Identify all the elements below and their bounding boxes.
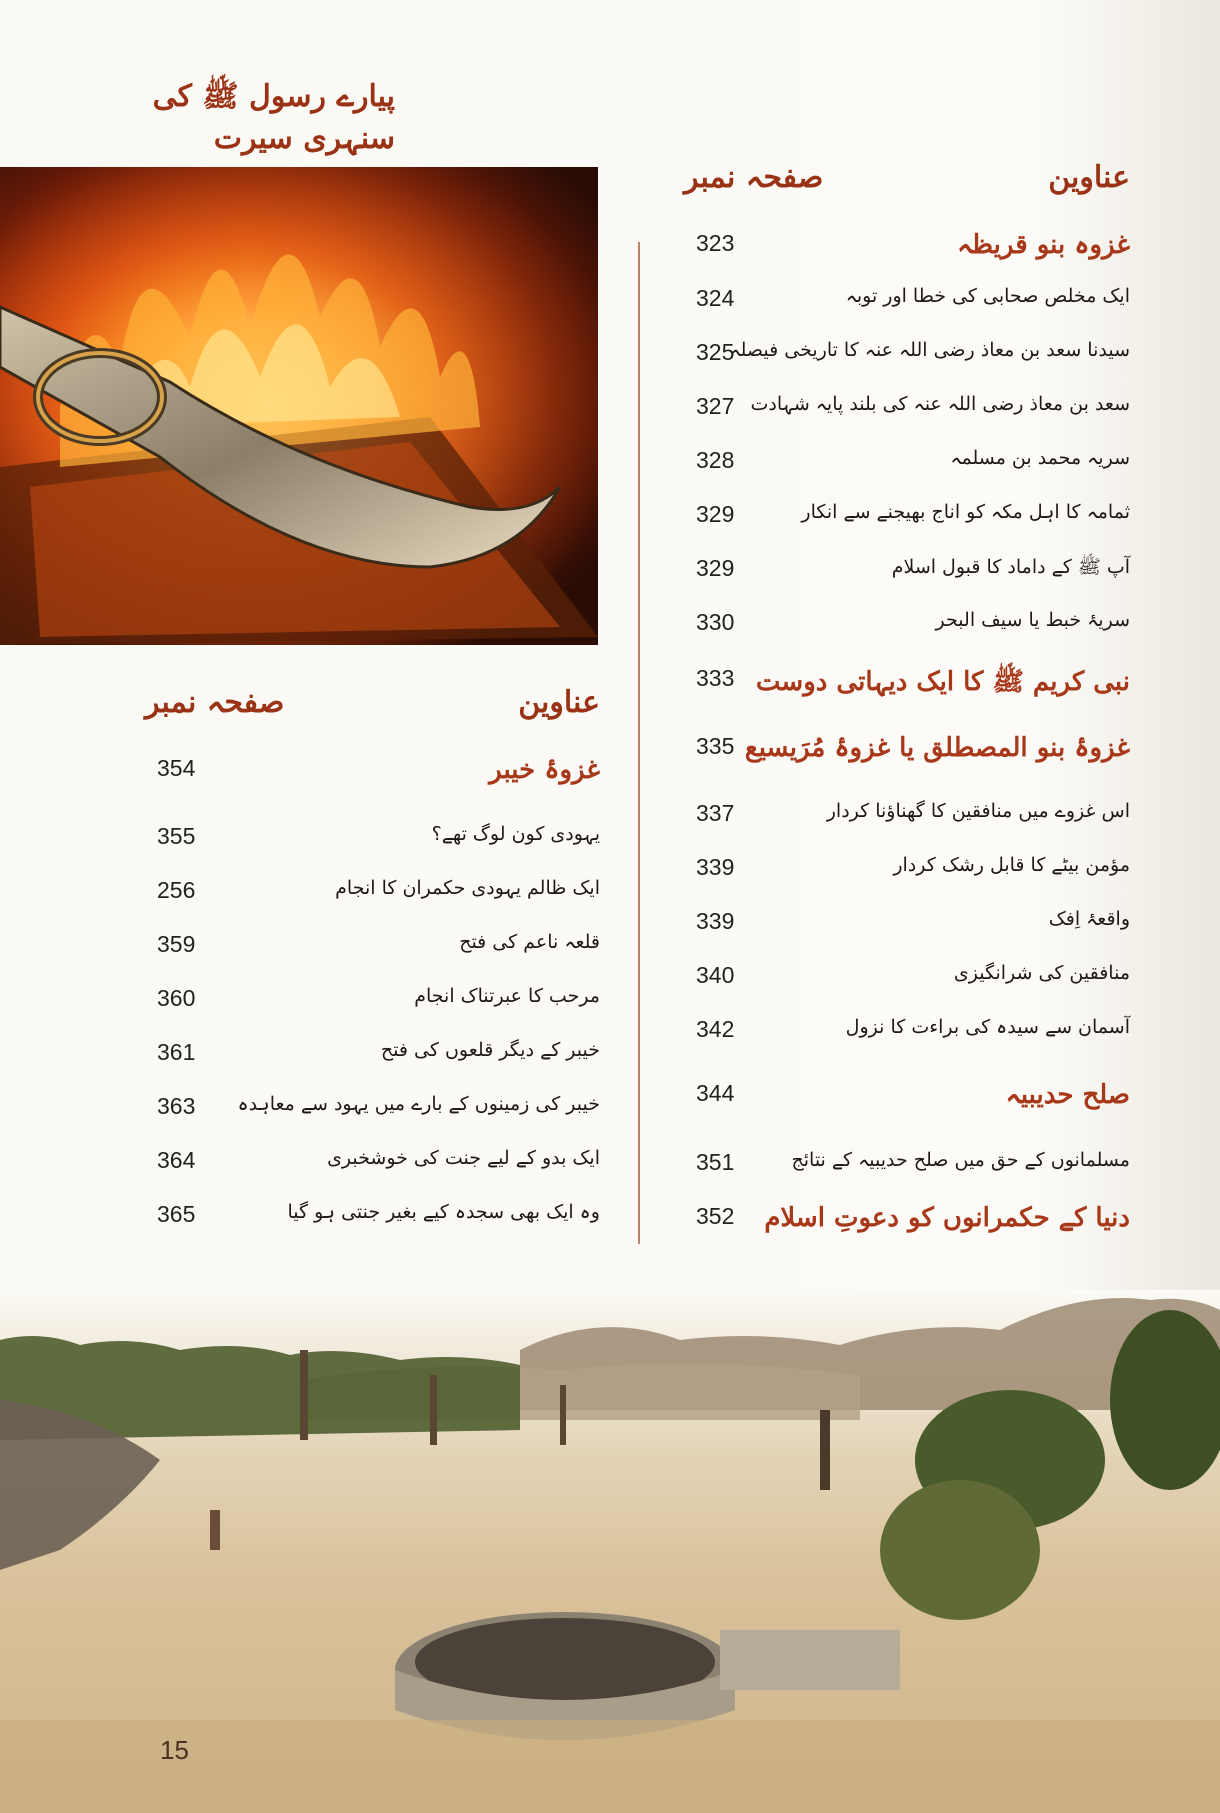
- toc-page-number: 342: [696, 1016, 735, 1042]
- toc-entry: [650, 339, 1130, 379]
- toc-page-number: 329: [696, 555, 735, 581]
- toc-entry: [650, 285, 1130, 325]
- toc-entry-title: خیبر کے دیگر قلعوں کی فتح: [380, 1039, 600, 1061]
- toc-entry-title: ثمامہ کا اہل مکہ کو اناج بھیجنے سے انکار: [801, 501, 1130, 523]
- toc-entry-title: سریہ محمد بن مسلمہ: [950, 447, 1130, 469]
- column-divider: [638, 242, 640, 1244]
- toc-section-title: صلح حدیبیہ: [1005, 1080, 1130, 1110]
- toc-entry: [650, 854, 1130, 894]
- toc-page-number: 355: [157, 823, 196, 849]
- toc-entry: [650, 1149, 1130, 1189]
- toc-entry: [650, 665, 1130, 705]
- toc-page-number: 344: [696, 1080, 735, 1106]
- toc-page-number: 361: [157, 1039, 196, 1065]
- toc-entry-title: ایک ظالم یہودی حکمران کا انجام: [335, 877, 600, 899]
- book-title: پیارے رسول ﷺ کی سنہری سیرت: [152, 79, 395, 156]
- toc-entry: [650, 1080, 1130, 1120]
- toc-page-number: 364: [157, 1147, 196, 1173]
- flaming-sword-image: [0, 167, 598, 645]
- toc-entry-title: خیبر کی زمینوں کے بارے میں یہود سے معاہدہ: [237, 1093, 600, 1115]
- toc-page-number: 335: [696, 733, 735, 759]
- toc-entry: [650, 609, 1130, 649]
- toc-entry-title: مؤمن بیٹے کا قابل رشک کردار: [893, 854, 1130, 876]
- toc-entry: [145, 755, 600, 795]
- toc-right-column: [650, 160, 1130, 1233]
- titles-heading: عناوین: [1048, 160, 1130, 195]
- toc-entry-title: یہودی کون لوگ تھے؟: [431, 823, 600, 845]
- page-number-heading: صفحہ نمبر: [684, 160, 824, 195]
- toc-entry-title: سعد بن معاذ رضی اللہ عنہ کی بلند پایہ شہادت: [750, 393, 1130, 415]
- toc-page-number: 323: [696, 230, 735, 256]
- toc-entry: [145, 1093, 600, 1133]
- toc-page-number: 256: [157, 877, 196, 903]
- toc-left-column: [145, 685, 600, 1227]
- toc-entry-title: وہ ایک بھی سجدہ کیے بغیر جنتی ہو گیا: [287, 1201, 600, 1223]
- toc-entry: [145, 1039, 600, 1079]
- toc-entry-title: سریۂ خبط یا سیف البحر: [935, 609, 1130, 631]
- toc-page-number: 329: [696, 501, 735, 527]
- toc-page-number: 339: [696, 908, 735, 934]
- toc-page-number: 351: [696, 1149, 735, 1175]
- toc-entry-title: منافقین کی شرانگیزی: [953, 962, 1130, 984]
- toc-page-number: 325: [696, 339, 735, 365]
- toc-entry: [650, 230, 1130, 270]
- toc-entry-title: مرحب کا عبرتناک انجام: [414, 985, 600, 1007]
- toc-page-number: 328: [696, 447, 735, 473]
- toc-entry-title: مسلمانوں کے حق میں صلح حدیبیہ کے نتائج: [791, 1149, 1130, 1171]
- toc-right-heading: [650, 160, 1130, 210]
- toc-entry: [145, 877, 600, 917]
- toc-entry: [650, 908, 1130, 948]
- toc-entry: [650, 1016, 1130, 1056]
- toc-page-number: 352: [696, 1203, 735, 1229]
- toc-entry: [650, 733, 1130, 773]
- toc-entry-title: اس غزوے میں منافقین کا گھناؤنا کردار: [826, 800, 1130, 822]
- toc-entry: [145, 931, 600, 971]
- toc-entry-title: ایک بدو کے لیے جنت کی خوشخبری: [327, 1147, 600, 1169]
- toc-page-number: 354: [157, 755, 196, 781]
- toc-entry: [650, 555, 1130, 595]
- toc-page-number: 340: [696, 962, 735, 988]
- toc-entry: [145, 985, 600, 1025]
- toc-page-number: 330: [696, 609, 735, 635]
- toc-entry-title: سیدنا سعد بن معاذ رضی اللہ عنہ کا تاریخی فیصلہ: [729, 339, 1130, 361]
- toc-page-number: 327: [696, 393, 735, 419]
- toc-entry: [145, 823, 600, 863]
- toc-page-number: 324: [696, 285, 735, 311]
- toc-entry-title: آپ ﷺ کے داماد کا قبول اسلام: [891, 556, 1130, 578]
- toc-section-title: نبی کریم ﷺ کا ایک دیہاتی دوست: [755, 667, 1130, 697]
- toc-page-number: 339: [696, 854, 735, 880]
- toc-entry: [650, 447, 1130, 487]
- toc-entry: [650, 393, 1130, 433]
- toc-section-title: غزوۂ بنو المصطلق یا غزوۂ مُرَیسیع: [744, 733, 1130, 763]
- toc-entry: [650, 800, 1130, 840]
- toc-entry-title: ایک مخلص صحابی کی خطا اور توبہ: [845, 285, 1130, 307]
- page-number-heading: صفحہ نمبر: [145, 685, 285, 720]
- toc-entry: [650, 962, 1130, 1002]
- toc-page-number: 337: [696, 800, 735, 826]
- toc-section-title: غزوہ بنو قریظہ: [957, 230, 1130, 260]
- toc-entry: [650, 501, 1130, 541]
- toc-entry-title: قلعہ ناعم کی فتح: [459, 931, 600, 953]
- titles-heading: عناوین: [518, 685, 600, 720]
- page-number: 15: [160, 1735, 189, 1765]
- toc-page-number: 360: [157, 985, 196, 1011]
- toc-page-number: 365: [157, 1201, 196, 1227]
- toc-entry-title: آسمان سے سیدہ کی براءت کا نزول: [845, 1016, 1130, 1038]
- toc-entry: [145, 1201, 600, 1241]
- toc-section-title: غزوۂ خیبر: [489, 755, 600, 785]
- toc-left-heading: [145, 685, 600, 735]
- toc-section-title: دنیا کے حکمرانوں کو دعوتِ اسلام: [764, 1203, 1130, 1233]
- toc-entry: [145, 1147, 600, 1187]
- toc-entry: [650, 1203, 1130, 1243]
- toc-page-number: 363: [157, 1093, 196, 1119]
- toc-page-number: 333: [696, 665, 735, 691]
- toc-page-number: 359: [157, 931, 196, 957]
- toc-entry-title: واقعۂ اِفک: [1048, 908, 1130, 930]
